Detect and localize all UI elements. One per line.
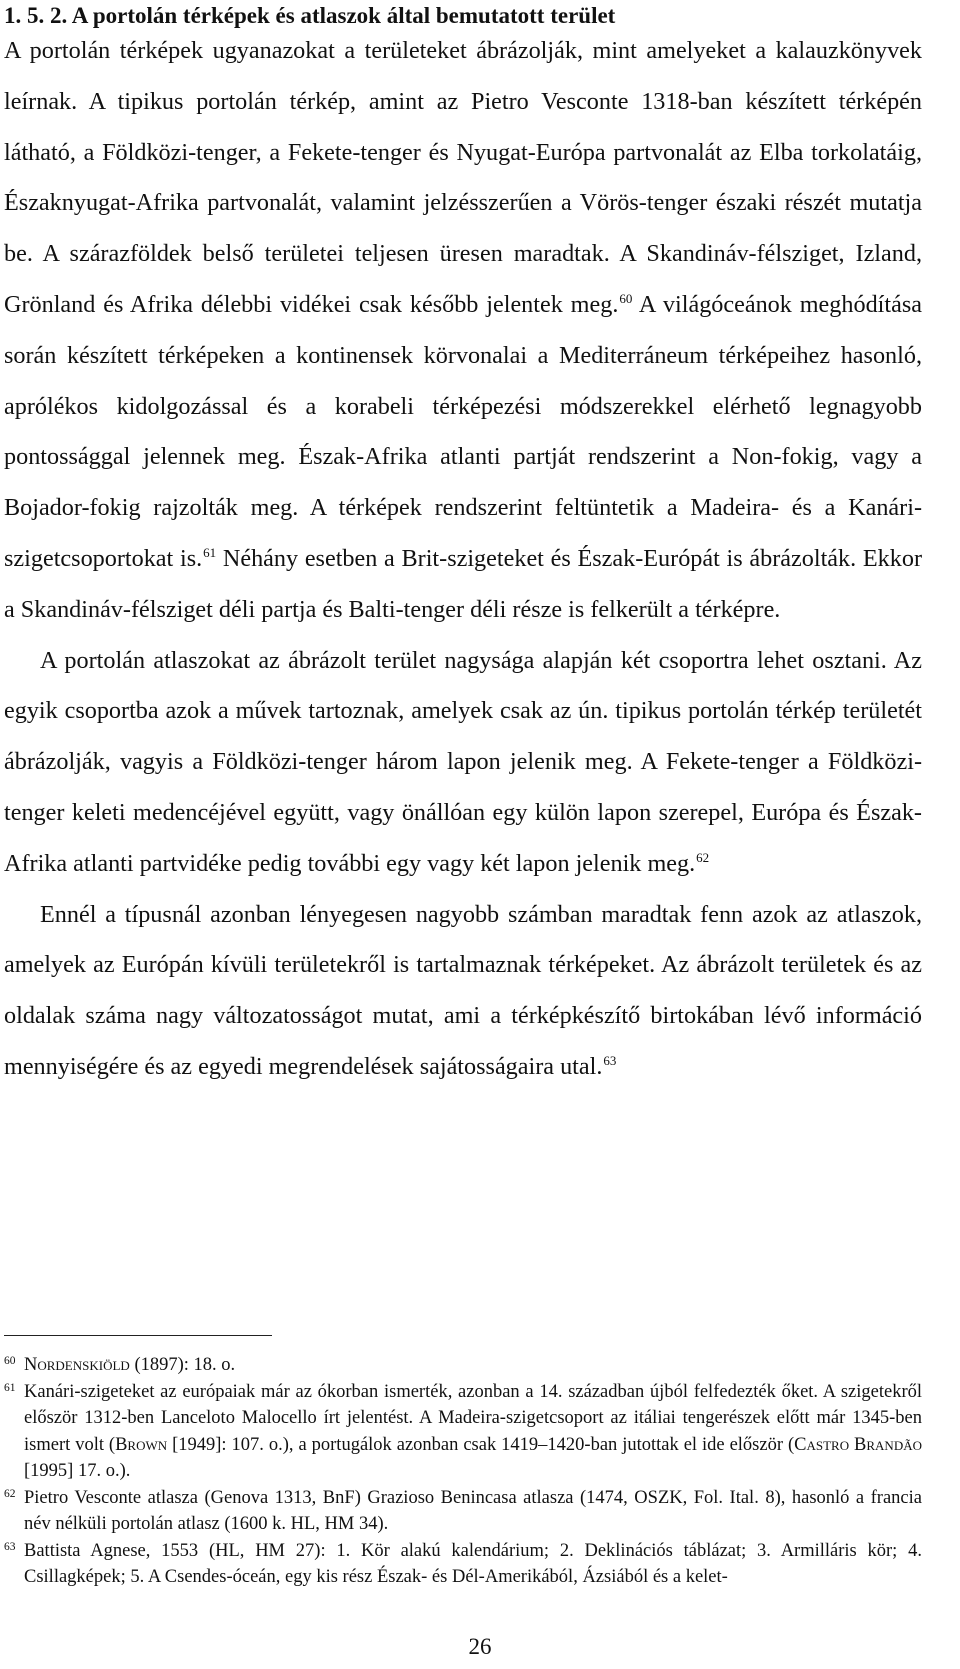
footnote-63 <box>4 1538 922 1591</box>
footnote-ref-61[interactable]: 61 <box>203 544 217 560</box>
footnote-number: 63 <box>4 1540 16 1553</box>
footnote-text-rest: (1897): 18. o. <box>129 1355 236 1375</box>
footnote-61 <box>4 1379 922 1485</box>
paragraph-1-text-a: A portolán térképek ugyanazokat a területeket ábrázolják, mint amelyeket a kalauzkönyvek leírnak. A tipikus portolán térkép, amint az Pietro Vesconte 1318-ban készített térképén látható, a Földközi-tenger, a Fekete-tenger és Nyugat-Európa partvonalát az Elba torkolatáig, Északnyugat-Afrika partvonalát, valamint jelzésszerűen a Vörös-tenger északi részét mutatja be. A szárazföldek belső területei teljesen üresen maradtak. A Skandináv-félsziget, Izland, Grönland és Afrika délebbi vidékei csak később jelentek meg. <box>4 37 922 318</box>
page-number: 26 <box>468 1634 492 1659</box>
paragraph-1-text-c: Néhány esetben a Brit-szigeteket és Észak-Európát is ábrázolták. Ekkor a Skandináv-félsziget déli partja és Balti-tenger déli része is felkerült a térképre. <box>4 544 922 623</box>
footnote-ref-60[interactable]: 60 <box>619 290 633 306</box>
footnote-divider <box>4 1335 272 1336</box>
footnote-number: 62 <box>4 1487 16 1500</box>
section-heading: 1. 5. 2. A portolán térképek és atlaszok által bemutatott terület <box>4 3 616 28</box>
body-text <box>4 26 922 1093</box>
footnote-text <box>24 1379 922 1485</box>
paragraph-3-text: Ennél a típusnál azonban lényegesen nagyobb számban maradtak fenn azok az atlaszok, amelyek az Európán kívüli területekről is tartalmaznak térképeket. Az ábrázolt területek és az oldalak száma nagy változatosságot mutat, ami a térképkészítő birtokában lévő információ mennyiségére és az egyedi megrendelések sajátosságaira utal. <box>4 900 922 1080</box>
footnote-text <box>24 1352 922 1379</box>
footnote-ref-63[interactable]: 63 <box>603 1052 617 1068</box>
footnote-62 <box>4 1485 922 1538</box>
footnote-number: 61 <box>4 1381 16 1394</box>
footnote-ref-62[interactable]: 62 <box>696 849 710 865</box>
paragraph-2-text: A portolán atlaszokat az ábrázolt terület nagysága alapján két csoportra lehet osztani. Az egyik csoportba azok a művek tartoznak, amelyek csak az ún. tipikus portolán térkép területét ábrázolják, vagyis a Földközi-tenger három lapon jelenik meg. A Fekete-tenger a Földközi-tenger keleti medencéjével együtt, vagy önállóan egy külön lapon szerepel, Európa és Észak-Afrika atlanti partvidéke pedig további egy vagy két lapon jelenik meg. <box>4 646 922 877</box>
paragraph-2 <box>4 636 922 890</box>
paragraph-1-text-b: A világóceánok meghódítása során készített térképeken a kontinensek körvonalai a Mediterráneum térképeihez hasonló, aprólékos kidolgozással és a korabeli térképezési módszerekkel elérhető legnagyobb pontossággal jelennek meg. Észak-Afrika atlanti partját rendszerint a Non-fokig, vagy a Bojador-fokig rajzolták meg. A térképek rendszerint feltüntetik a Madeira- és a Kanári-szigetcsoportokat is. <box>4 290 922 572</box>
paragraph-1 <box>4 26 922 636</box>
footnote-text-b: [1949]: 107. o.), a portugálok azonban csak 1419–1420-ban jutottak el ide először ( <box>167 1434 795 1455</box>
author-name: Nordenskiöld <box>24 1355 130 1375</box>
footnote-text-c: [1995] 17. o.). <box>24 1461 131 1481</box>
footnotes <box>4 1352 922 1591</box>
footnote-number: 60 <box>4 1355 16 1367</box>
author-name: Castro Brandão <box>794 1434 922 1455</box>
author-name: Brown <box>115 1434 168 1455</box>
footnote-60 <box>4 1352 922 1379</box>
footnote-text-a: Kanári-szigeteket az európaiak már az ókorban ismerték, azonban a 14. században újból felfedezték őket. A szigetekről először 1312-ben Lanceloto Malocello írt jelentést. A Madeira-szigetcsoport az itáliai tengerészek előtt már 1345-ben ismert volt ( <box>24 1381 922 1455</box>
footnote-text: Battista Agnese, 1553 (HL, HM 27): 1. Kör alakú kalendárium; 2. Deklinációs táblázat; 3. Armilláris kör; 4. Csillagképek; 5. A Csendes-óceán, egy kis rész Észak- és Dél-Amerikából, Ázsiából és a kelet- <box>24 1540 922 1587</box>
paragraph-3 <box>4 890 922 1093</box>
footnote-text: Pietro Vesconte atlasza (Genova 1313, BnF) Grazioso Benincasa atlasza (1474, OSZK, Fol. Ital. 8), hasonló a francia név nélküli portolán atlasz (1600 k. HL, HM 34). <box>24 1487 922 1534</box>
